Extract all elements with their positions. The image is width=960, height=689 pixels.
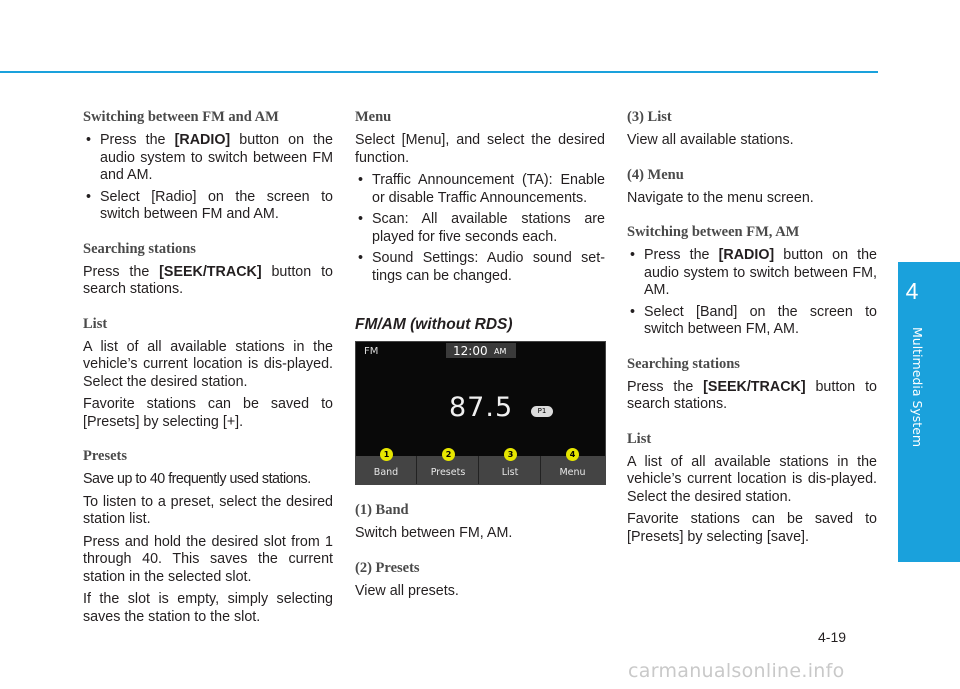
band-indicator: FM (364, 346, 379, 357)
paragraph: View all available stations. (627, 132, 794, 148)
heading-presets: (2) Presets (355, 559, 420, 576)
paragraph (83, 264, 333, 299)
list-item (627, 247, 877, 300)
switch-bullet-list (627, 247, 877, 339)
page-number: 4-19 (818, 629, 847, 645)
paragraph: Press and hold the desired slot from 1 through 40. This saves the current station in the selected slot. (83, 533, 333, 585)
paragraph: Favorite stations can be saved to [Presets] by selecting [+]. (83, 396, 333, 430)
heading-presets: Presets (83, 448, 128, 464)
paragraph: If the slot is empty, simply selecting saves the station to the slot. (83, 591, 333, 625)
heading-switching-fm-am: Switching between FM and AM (83, 109, 279, 125)
list-item: • Select [Band] on the screen to switch between FM, AM. (627, 304, 877, 339)
heading-band: (1) Band (355, 502, 409, 518)
radio-key-label: [RADIO] (718, 247, 775, 263)
band-button[interactable]: Band (356, 456, 417, 484)
site-watermark[interactable]: carmanualsonline.info (628, 660, 845, 682)
callout-marker-3: 3 (504, 448, 517, 461)
list-item: • Sound Settings: Audio sound set-tings can be changed. (355, 250, 605, 285)
column-1 (83, 108, 333, 631)
fm-am-bullet-list (83, 132, 333, 224)
paragraph: A list of all available stations in the vehicle’s current location is dis-played. Select the desired station. (83, 338, 333, 390)
paragraph-text: Press the (83, 263, 160, 280)
bullet-text: button on the audio system to switch between FM and AM. (100, 132, 333, 183)
list-item: • Select [Radio] on the screen to switch between FM and AM. (83, 189, 333, 224)
heading-menu: Menu (355, 109, 392, 125)
callout-marker-1: 1 (380, 448, 393, 461)
column-2 (355, 108, 605, 605)
paragraph: To listen to a preset, select the desired station list. (83, 493, 333, 527)
heading-searching-stations: Searching stations (83, 240, 196, 257)
heading-searching-stations: Searching stations (627, 355, 740, 372)
list-button[interactable]: List (480, 456, 541, 484)
clock-ampm: AM (494, 347, 507, 356)
paragraph: Select [Menu], and select the desired function. (355, 132, 605, 166)
presets-button[interactable]: Presets (418, 456, 479, 484)
heading-switching-fm-am: Switching between FM, AM (627, 224, 800, 240)
column-3 (627, 108, 877, 551)
radio-key-label: [RADIO] (174, 132, 231, 148)
seek-track-key-label: [SEEK/TRACK] (159, 263, 262, 280)
header-rule (0, 71, 878, 73)
list-item: • Traffic Announcement (TA): Enable or disable Traffic Announcements. (355, 172, 605, 207)
paragraph: Favorite stations can be saved to [Presets] by selecting [save]. (627, 511, 877, 545)
list-item (83, 132, 333, 185)
seek-track-key-label: [SEEK/TRACK] (703, 378, 806, 395)
frequency-display: 87.5 (449, 392, 514, 423)
bullet-text: Press the (644, 247, 719, 263)
clock-time: 12:00 (453, 344, 488, 358)
chapter-title: Multimedia System (910, 327, 925, 448)
heading-fm-am-without-rds: FM/AM (without RDS) (355, 316, 513, 333)
chapter-tab (898, 262, 960, 562)
paragraph: Switch between FM, AM. (355, 525, 513, 541)
callout-marker-4: 4 (566, 448, 579, 461)
paragraph: View all presets. (355, 582, 459, 599)
radio-screen-illustration (355, 341, 606, 485)
bullet-text: button on the audio system to switch between FM, AM. (644, 247, 877, 298)
heading-menu: (4) Menu (627, 166, 684, 183)
paragraph: Save up to 40 frequently used stations. (83, 471, 311, 487)
paragraph: A list of all available stations in the vehicle’s current location is dis-played. Select the desired station. (627, 453, 877, 505)
bullet-text: Press the (100, 132, 175, 148)
preset-badge: P1 (531, 406, 553, 417)
menu-bullet-list (355, 172, 605, 285)
list-item: • Scan: All available stations are played for five seconds each. (355, 211, 605, 246)
heading-list: (3) List (627, 109, 672, 125)
heading-list: List (83, 315, 108, 332)
paragraph (627, 379, 877, 414)
paragraph-text: button to search stations. (83, 263, 333, 297)
chapter-number: 4 (905, 278, 919, 304)
paragraph-text: button to search stations. (627, 378, 877, 412)
paragraph-text: Press the (627, 378, 704, 395)
paragraph: Navigate to the menu screen. (627, 189, 814, 206)
callout-marker-2: 2 (442, 448, 455, 461)
heading-list: List (627, 430, 652, 447)
menu-button[interactable]: Menu (559, 467, 586, 478)
